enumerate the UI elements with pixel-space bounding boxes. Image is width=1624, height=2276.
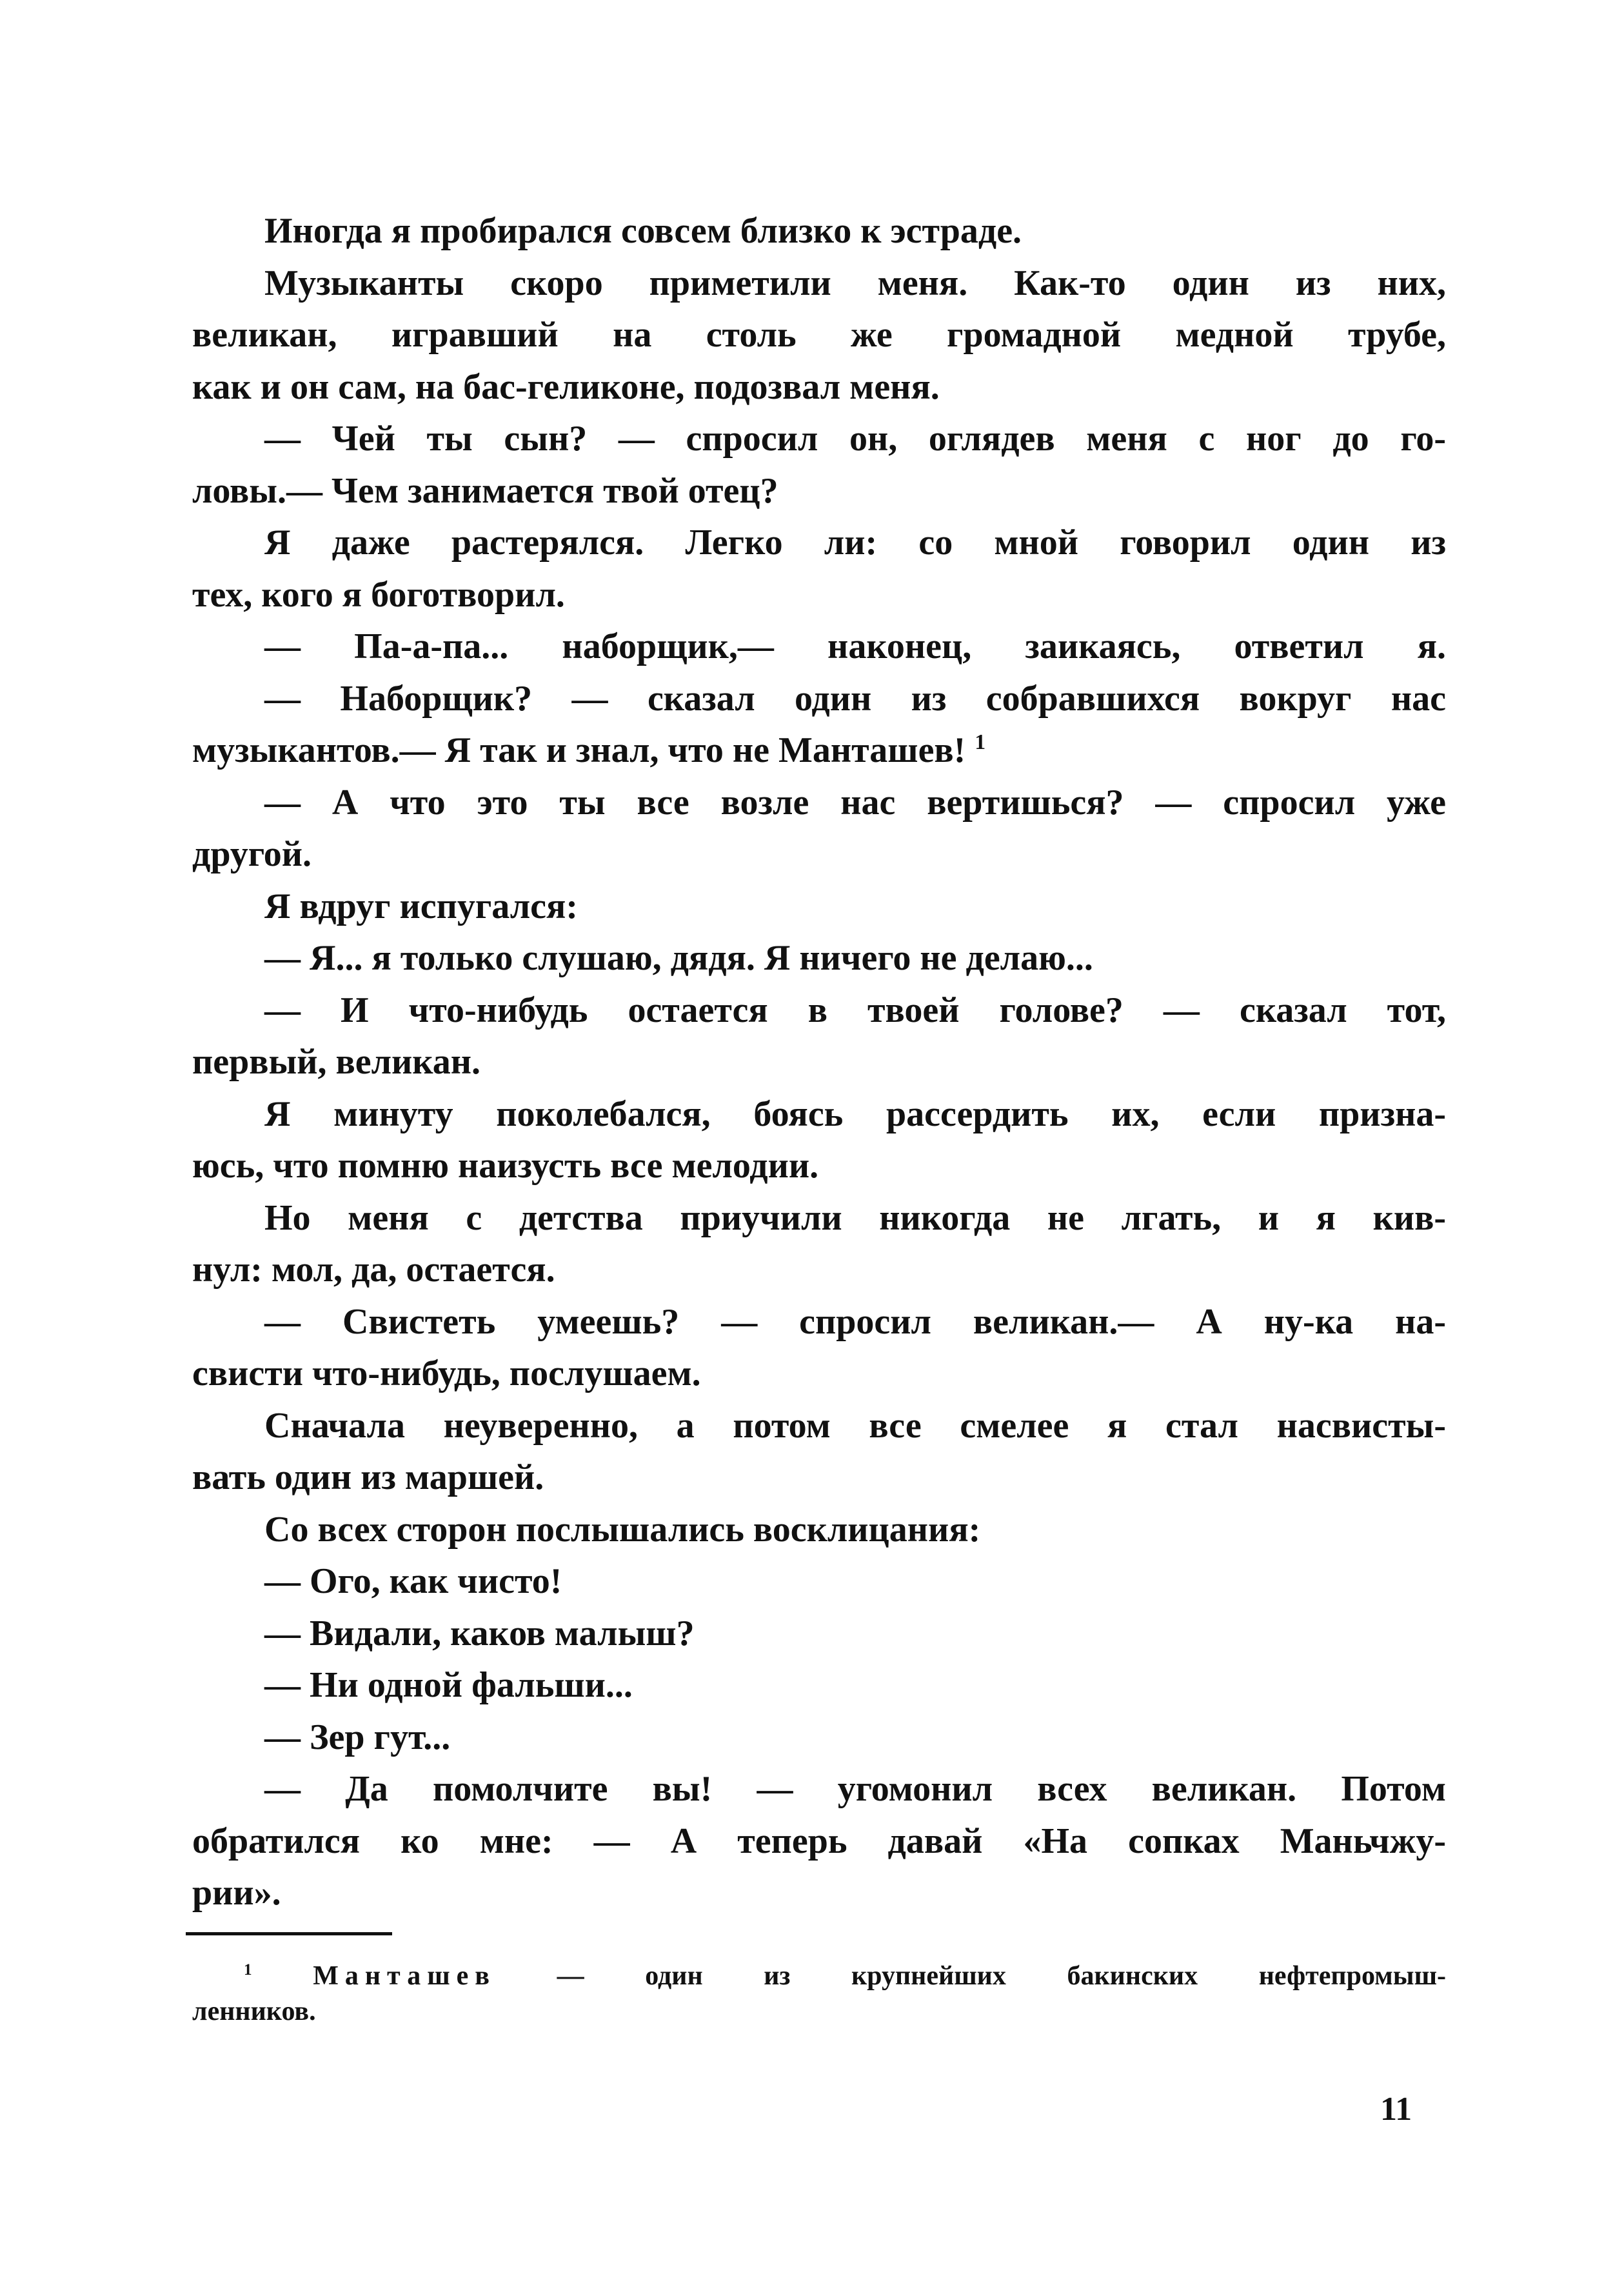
text-line: — Зер гут... xyxy=(264,1717,451,1757)
text-line: нул: мол, да, остается. xyxy=(192,1250,555,1290)
text-line: первый, великан. xyxy=(192,1042,480,1082)
text-line: — Свистеть умеешь? — спросил великан.— А ну-ка на- xyxy=(264,1301,1446,1342)
text-line: Но меня с детства приучили никогда не лгать, и я кив- xyxy=(264,1197,1446,1238)
text-line: обратился ко мне: — А теперь давай «На сопках Маньчжу- xyxy=(192,1821,1446,1861)
footnote-text: — один из крупнейших бакинских нефтепромыш- xyxy=(557,1961,1447,1991)
text-line: вать один из маршей. xyxy=(192,1457,544,1497)
text-line: — А что это ты все возле нас вертишься? — спросил уже xyxy=(264,782,1446,823)
footnote-divider xyxy=(186,1932,392,1935)
text-line-content: музыкантов.— Я так и знал, что не Манташев! xyxy=(192,730,966,770)
text-line: Я минуту поколебался, боясь рассердить их, если призна- xyxy=(264,1093,1446,1134)
text-line: ловы.— Чем занимается твой отец? xyxy=(192,470,778,511)
footnote-line: ленников. xyxy=(192,1997,316,2026)
text-line: свисти что-нибудь, послушаем. xyxy=(192,1353,701,1393)
text-line: как и он сам, на бас-геликоне, подозвал меня. xyxy=(192,366,940,407)
text-line: — Ни одной фальши... xyxy=(264,1665,633,1705)
footnote-line xyxy=(192,1959,1446,1994)
text-line: юсь, что помню наизусть все мелодии. xyxy=(192,1146,819,1186)
footnote xyxy=(192,1959,1446,2030)
text-line: великан, игравший на столь же громадной медной трубе, xyxy=(192,315,1446,355)
footnote-marker: 1 xyxy=(244,1961,252,1979)
text-line: — Видали, каков малыш? xyxy=(264,1613,695,1653)
main-text xyxy=(192,205,1446,1919)
text-line: — Ого, как чисто! xyxy=(264,1561,562,1601)
text-line: тех, кого я боготворил. xyxy=(192,574,565,615)
text-line: Музыканты скоро приметили меня. Как-то один из них, xyxy=(264,263,1446,303)
text-line: Иногда я пробирался совсем близко к эстраде. xyxy=(264,211,1022,251)
text-line: — Да помолчите вы! — угомонил всех великан. Потом xyxy=(264,1769,1446,1809)
footnote-term: Манташев xyxy=(313,1961,496,1991)
text-line: Я вдруг испугался: xyxy=(264,886,578,926)
text-line: — Па-а-па... наборщик,— наконец, заикаясь, ответил я. xyxy=(264,626,1446,666)
text-line: рии». xyxy=(192,1873,281,1913)
footnote-reference: 1 xyxy=(975,730,986,754)
text-line: — Наборщик? — сказал один из собравшихся вокруг нас xyxy=(264,678,1446,719)
text-line xyxy=(192,724,1446,777)
text-line: — И что-нибудь остается в твоей голове? — сказал тот, xyxy=(264,990,1446,1030)
text-line: Я даже растерялся. Легко ли: со мной говорил один из xyxy=(264,523,1446,563)
text-line: другой. xyxy=(192,834,312,874)
text-line: Сначала неуверенно, а потом все смелее я стал насвисты- xyxy=(264,1405,1446,1446)
text-line: — Чей ты сын? — спросил он, оглядев меня с ног до го- xyxy=(264,419,1446,459)
page-number: 11 xyxy=(1380,2091,1412,2128)
text-line: — Я... я только слушаю, дядя. Я ничего не делаю... xyxy=(264,938,1093,978)
text-line: Со всех сторон послышались восклицания: xyxy=(264,1509,981,1550)
